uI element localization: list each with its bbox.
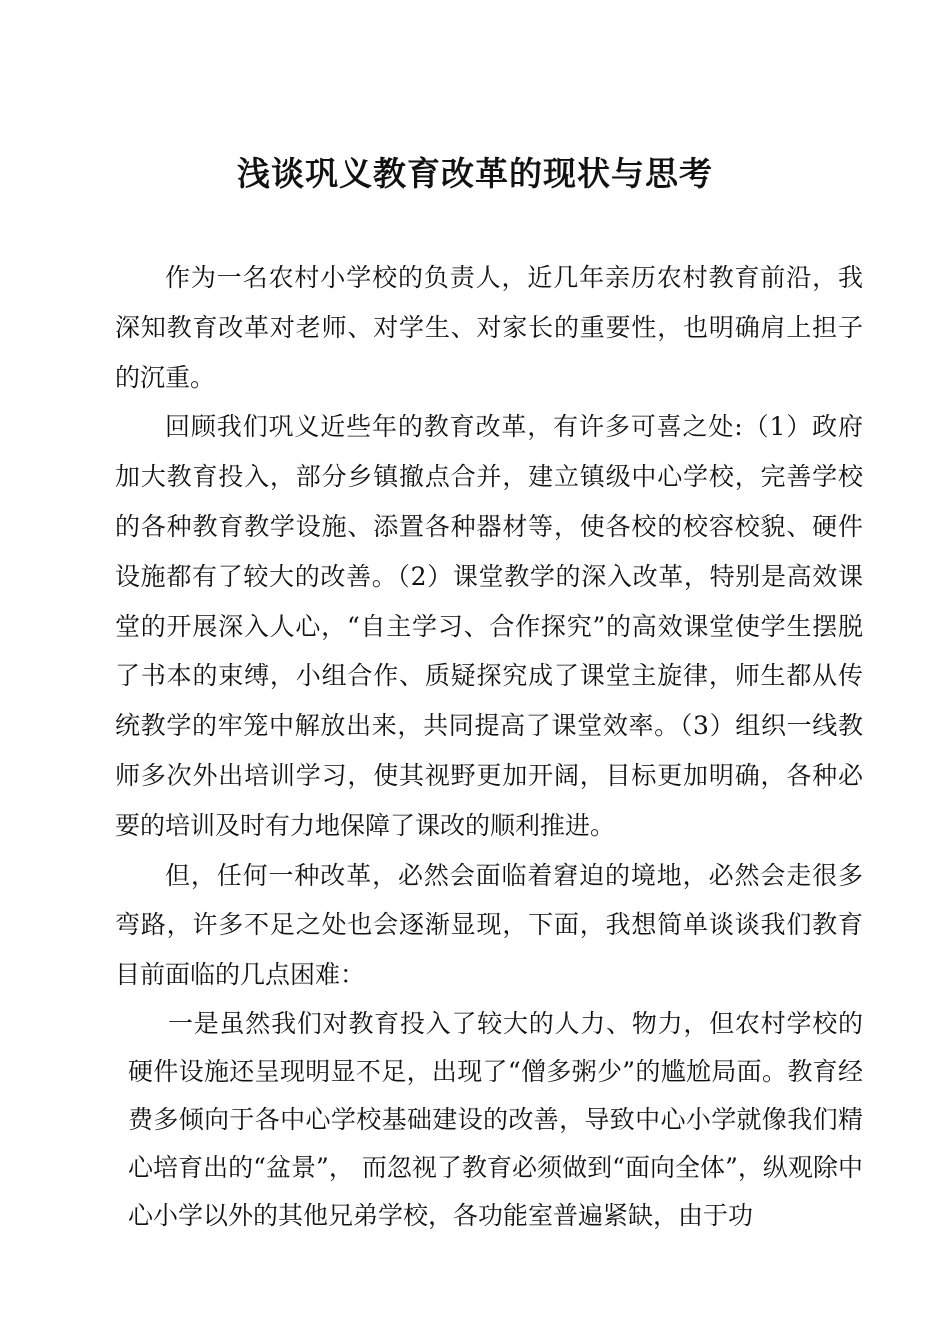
paragraph-point-one: 一是虽然我们对教育投入了较大的人力、物力，但农村学校的硬件设施还呈现明显不足，出现了“僧多粥少”的尴尬局面。教育经费多倾向于各中心学校基础建设的改善，导致中心小学就像我们精心培育出的“盆景”， 而忽视了教育必须做到“面向全体”，纵观除中心小学以外的其他兄弟学校，各功能室普遍紧缺，由于功	[128, 1008, 863, 1230]
paragraph-review: 回顾我们巩义近些年的教育改革，有许多可喜之处:（1）政府加大教育投入，部分乡镇撤点合并，建立镇级中心学校，完善学校的各种教育教学设施、添置各种器材等，使各校的校容校貌、硬件设施都有了较大的改善。（2）课堂教学的深入改革，特别是高效课堂的开展深入人心，“自主学习、合作探究”的高效课堂使学生摆脱了书本的束缚，小组合作、质疑探究成了课堂主旋律，师生都从传统教学的牢笼中解放出来，共同提高了课堂效率。（3）组织一线教师多次外出培训学习，使其视野更加开阔，目标更加明确，各种必要的培训及时有力地保障了课改的顺利推进。	[115, 412, 863, 840]
document-title: 浅谈巩义教育改革的现状与思考	[237, 154, 713, 193]
document-body	[115, 253, 863, 1240]
paragraph-difficulties: 但，任何一种改革，必然会面临着窘迫的境地，必然会走很多弯路，许多不足之处也会逐渐显现，下面，我想简单谈谈我们教育目前面临的几点困难：	[115, 860, 863, 990]
paragraph-intro: 作为一名农村小学校的负责人，近几年亲历农村教育前沿，我深知教育改革对老师、对学生、对家长的重要性，也明确肩上担子的沉重。	[115, 263, 863, 392]
